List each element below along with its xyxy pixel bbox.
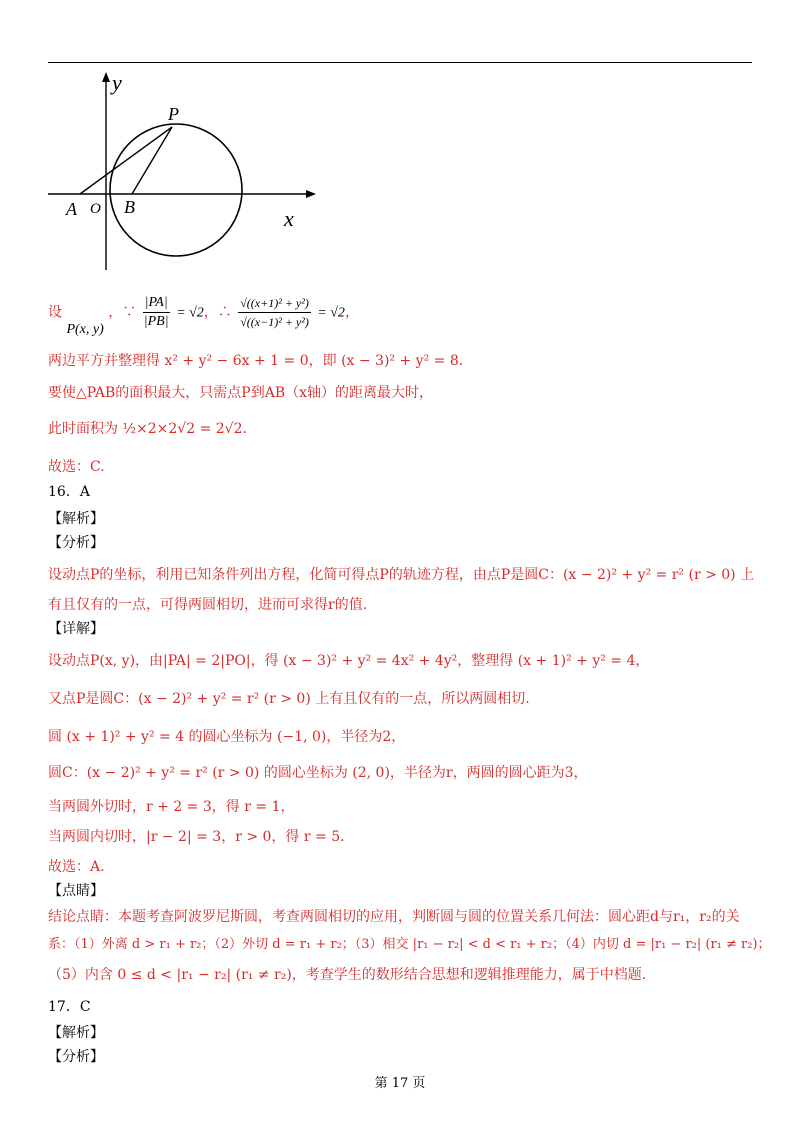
point-a-label: A — [66, 199, 77, 219]
line-l20: 结论点睛：本题考查阿波罗尼斯圆，考查两圆相切的应用，判断圆与圆的位置关系几何法：圆心距d与r₁，r₂的关 — [48, 909, 740, 925]
line-l10: 有且仅有的一点，可得两圆相切，进而可求得r的值. — [48, 597, 368, 613]
line-l5: 故选：C. — [48, 459, 105, 475]
line-l3: 要使△PAB的面积最大，只需点P到AB（x轴）的距离最大时， — [48, 385, 434, 401]
page-number: 第 17 页 — [374, 1076, 426, 1091]
heading-detail: 【详解】 — [48, 621, 104, 637]
heading-fenxi: 【分析】 — [48, 535, 104, 551]
line-l14: 圆 (x + 1)² + y² = 4 的圆心坐标为 (−1, 0)，半径为2， — [48, 729, 406, 745]
heading-analysis-17: 【解析】 — [48, 1025, 104, 1041]
origin-label: O — [90, 201, 101, 217]
distance-fraction: $\frac{\text{√((x+1)² + y²)}}{\text{√((x−1)² + y²)}}$ — [240, 296, 309, 329]
line-l4: 此时面积为 ½×2×2√2 = 2√2． — [48, 421, 257, 437]
setup-point: P(x, y) — [66, 321, 104, 337]
line-l17: 当两圆内切时，|r − 2| = 3，r > 0，得 r = 5． — [48, 829, 355, 845]
circle-c — [110, 124, 242, 256]
line-l13: 又点P是圆C：(x − 2)² + y² = r² (r > 0) 上有且仅有的一点，所以两圆相切. — [48, 691, 530, 707]
x-axis-arrow-icon — [306, 190, 316, 198]
line-l9: 设动点P的坐标，利用已知条件列出方程，化简可得点P的轨迹方程，由点P是圆C：(x − 2)² + y² = r² (r > 0) 上 — [48, 567, 755, 583]
question-17-answer: 17．C — [48, 999, 91, 1015]
y-axis-label: y — [112, 70, 122, 95]
point-b-label: B — [124, 197, 135, 217]
line-l18: 故选：A. — [48, 859, 105, 875]
circle-figure — [48, 70, 328, 275]
y-axis-arrow-icon — [102, 72, 110, 82]
heading-remark: 【点睛】 — [48, 883, 104, 899]
ratio-fraction: $\frac{|PA|}{|PB|}$ — [143, 295, 169, 329]
heading-analysis: 【解析】 — [48, 511, 104, 527]
line-l16: 当两圆外切时，r + 2 = 3，得 r = 1， — [48, 799, 295, 815]
line-l2: 两边平方并整理得 x² + y² − 6x + 1 = 0，即 (x − 3)² + y² = 8． — [48, 353, 473, 369]
line-setup: 设 P(x, y) ，∵ $\frac{|PA|}{|PB|}$ = √2，∴ $\frac{\text{√((x+1)² + y²)}}{\text{√((x−1)² + y²)}}$ = √2， — [48, 295, 359, 337]
line-l21: 系：（1）外离 d > r₁ + r₂；（2）外切 d = r₁ + r₂；（3）相交 |r₁ − r₂| < d < r₁ + r₂；（4）内切 d = |r₁ − r₂| (r₁ ≠ r₂)； — [48, 937, 771, 952]
x-axis-label: x — [284, 206, 294, 231]
line-l12: 设动点P(x, y)，由|PA| = 2|PO|，得 (x − 3)² + y² = 4x² + 4y²，整理得 (x + 1)² + y² = 4， — [48, 653, 650, 669]
segment-pb — [132, 127, 172, 194]
setup-prefix: 设 — [48, 304, 62, 321]
header-rule — [48, 62, 752, 63]
heading-fenxi-17: 【分析】 — [48, 1049, 104, 1065]
line-l15: 圆C：(x − 2)² + y² = r² (r > 0) 的圆心坐标为 (2, 0)，半径为r，两圆的圆心距为3， — [48, 765, 588, 781]
segment-pa — [80, 127, 172, 194]
line-l22: （5）内含 0 ≤ d < |r₁ − r₂| (r₁ ≠ r₂)，考查学生的数形结合思想和逻辑推理能力，属于中档题. — [48, 967, 647, 983]
question-16-answer: 16．A — [48, 484, 90, 500]
point-p-label: P — [168, 104, 179, 124]
